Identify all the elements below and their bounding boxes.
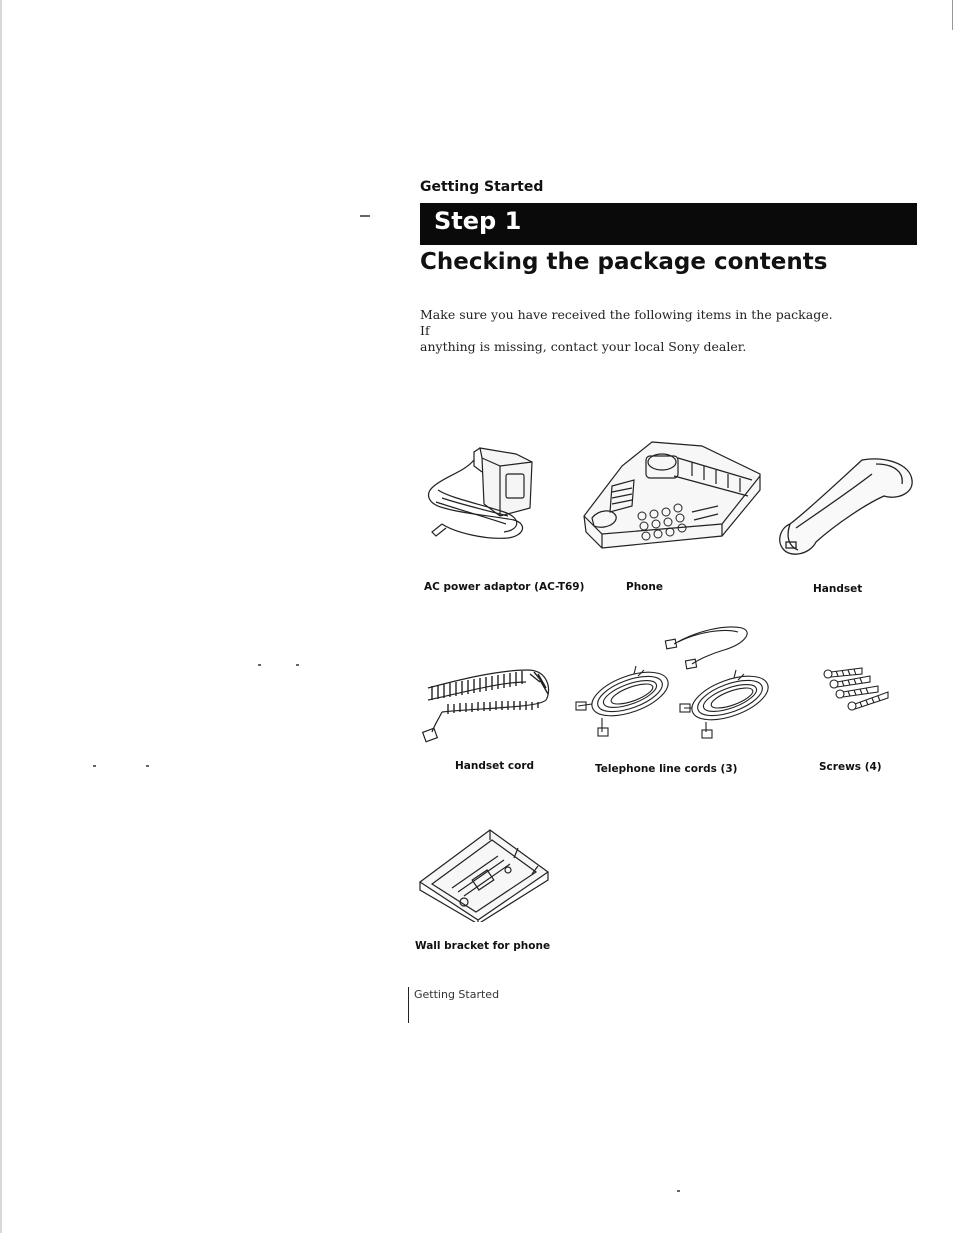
scan-mark [296, 664, 299, 666]
page-title: Checking the package contents [420, 249, 828, 275]
caption-wall-bracket: Wall bracket for phone [415, 940, 551, 952]
phone-base-illustration [582, 436, 764, 552]
scan-mark [258, 664, 261, 666]
scan-mark [360, 215, 370, 217]
caption-line-cords: Telephone line cords (3) [595, 763, 738, 775]
screws-illustration [822, 666, 892, 714]
intro-line: anything is missing, contact your local Sony dealer. [420, 339, 747, 354]
scan-mark [93, 765, 96, 767]
intro-line: Make sure you have received the following items in the package. If [420, 307, 833, 338]
wall-bracket-illustration [418, 826, 550, 922]
page-edge-right [952, 0, 953, 30]
step-banner [420, 203, 917, 245]
scan-mark [146, 765, 149, 767]
caption-handset-cord: Handset cord [455, 760, 535, 772]
caption-phone: Phone [626, 581, 663, 593]
intro-paragraph [420, 307, 840, 355]
page-edge [0, 0, 2, 1233]
caption-handset: Handset [813, 583, 863, 595]
ac-adaptor-illustration [424, 432, 534, 550]
step-number: Step 1 [434, 207, 522, 235]
handset-illustration [776, 454, 916, 560]
caption-ac-adaptor: AC power adaptor (AC-T69) [424, 581, 585, 593]
line-cords-illustration [574, 622, 790, 742]
footer-section-label: Getting Started [414, 988, 500, 1001]
scan-mark [677, 1190, 680, 1192]
footer-rule [408, 987, 409, 1023]
section-label: Getting Started [420, 179, 544, 195]
caption-screws: Screws (4) [819, 761, 882, 773]
coiled-cord-illustration [418, 660, 552, 746]
